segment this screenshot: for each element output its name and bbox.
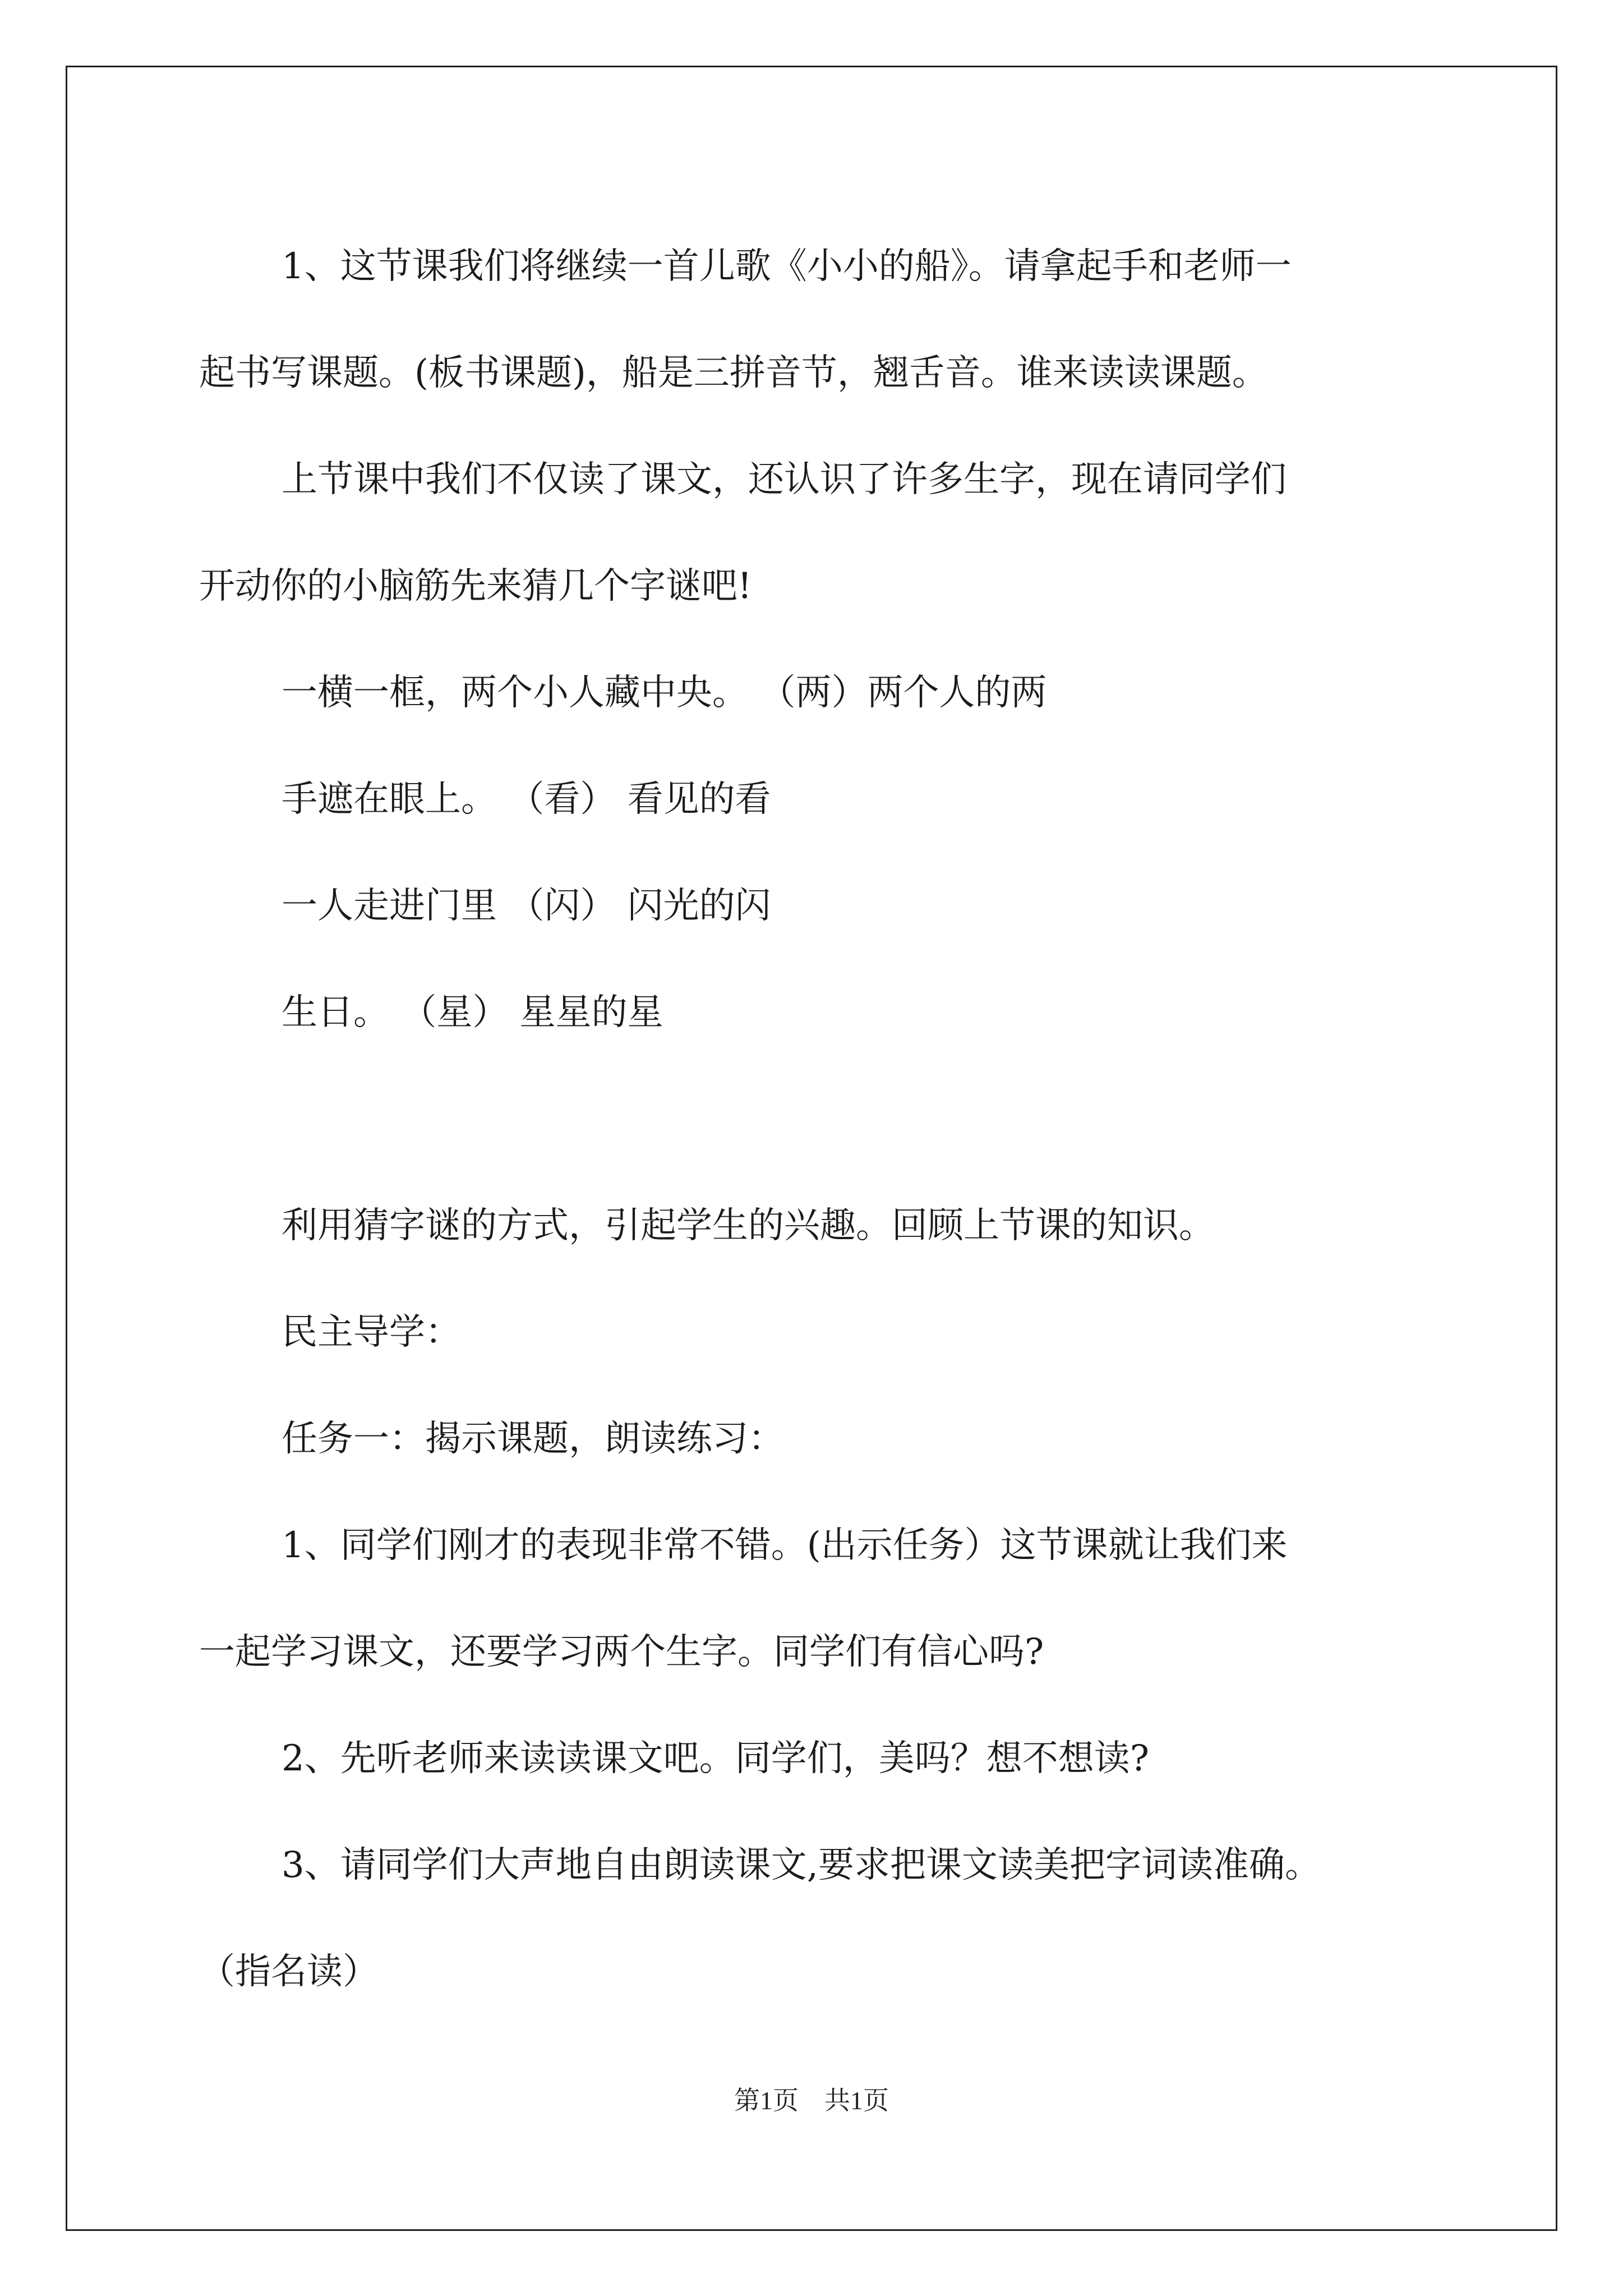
riddle-line-2: 手遮在眼上。 （看） 看见的看 (282, 779, 771, 820)
paragraph-2: 起书写课题。(板书课题)，船是三拼音节，翘舌音。谁来读读课题。 (199, 352, 1268, 394)
riddle-line-4: 生日。 （星） 星星的星 (282, 992, 663, 1033)
blank-line (199, 1066, 1455, 1172)
riddle-line-1: 一横一框，两个小人藏中央。 （两）两个人的两 (282, 672, 1047, 714)
paragraph-3: 上节课中我们不仅读了课文，还认识了许多生字，现在请同学们 (282, 459, 1287, 500)
task-heading: 任务一：揭示课题，朗读练习： (282, 1418, 784, 1460)
paragraph-step-3: 3、请同学们大声地自由朗读课文,要求把课文读美把字词读准确。 (282, 1844, 1321, 1886)
paragraph-4: 开动你的小脑筋先来猜几个字谜吧! (199, 565, 752, 607)
section-heading: 民主导学： (282, 1312, 461, 1353)
page-footer: 第1页 共1页 (734, 2086, 889, 2115)
paragraph-step-3-cont: （指名读） (199, 1951, 379, 1993)
riddle-line-3: 一人走进门里 （闪） 闪光的闪 (282, 885, 771, 927)
paragraph-design-note: 利用猜字谜的方式，引起学生的兴趣。回顾上节课的知识。 (282, 1205, 1215, 1246)
document-body (199, 213, 1455, 2025)
paragraph-step-1: 1、同学们刚才的表现非常不错。(出示任务）这节课就让我们来 (282, 1525, 1288, 1566)
paragraph-1: 1、这节课我们将继续一首儿歌《小小的船》。请拿起手和老师一 (282, 246, 1292, 287)
paragraph-step-2: 2、先听老师来读读课文吧。同学们，美吗？想不想读? (282, 1738, 1150, 1779)
paragraph-step-1-cont: 一起学习课文，还要学习两个生字。同学们有信心吗? (199, 1631, 1044, 1673)
